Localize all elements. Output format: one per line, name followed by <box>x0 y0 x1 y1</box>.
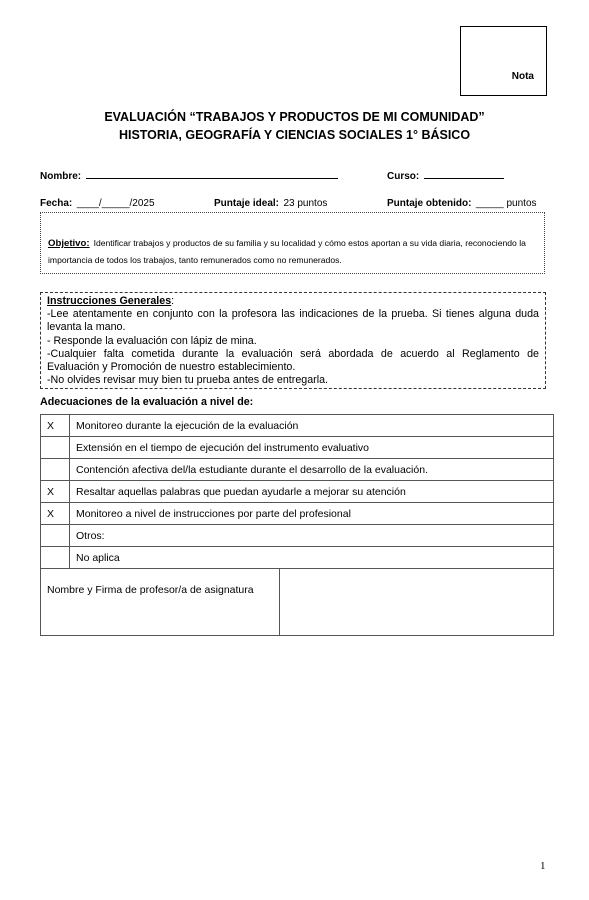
row-text: Extensión en el tiempo de ejecución del instrumento evaluativo <box>70 437 554 459</box>
nombre-line <box>86 178 338 179</box>
firma-signature-cell[interactable] <box>280 569 553 635</box>
instrucciones-content: Instrucciones Generales: -Lee atentamente en conjunto con la profesora las indicaciones de la prueba. Si tienes alguna duda levanta la mano. - Responde la evaluación con lápiz de mina. -Cualquier falta cometida durante la evaluación será abordada de acuerdo al Reglamento de Evaluación y Promoción de nuestro establecimiento. -No olvides revisar muy bien tu prueba antes de entregarla. <box>47 295 539 387</box>
checkbox-cell[interactable] <box>41 459 70 481</box>
curso-label: Curso: <box>387 171 420 182</box>
nombre-label: Nombre: <box>40 171 82 182</box>
nombre-field[interactable] <box>40 166 338 184</box>
table-row <box>41 481 554 503</box>
curso-field[interactable] <box>387 166 504 184</box>
adecuaciones-title: Adecuaciones de la evaluación a nivel de: <box>40 396 254 408</box>
fecha-label: Fecha: <box>40 198 73 209</box>
instruccion-item: -Cualquier falta cometida durante la evaluación será abordada de acuerdo al Reglamento de Evaluación y Promoción de nuestro establecimiento. <box>47 347 539 374</box>
instruccion-item: -No olvides revisar muy bien tu prueba antes de entregarla. <box>47 374 328 387</box>
checkbox-cell[interactable] <box>41 437 70 459</box>
row-text: Otros: <box>70 525 554 547</box>
firma-label-cell <box>41 569 280 635</box>
checkbox-cell[interactable]: X <box>41 481 70 503</box>
objetivo-label: Objetivo: <box>48 238 90 249</box>
firma-label: Nombre y Firma de profesor/a de asignatura <box>47 584 254 596</box>
table-row <box>41 437 554 459</box>
firma-box <box>40 569 554 636</box>
objetivo-text: Identificar trabajos y productos de su familia y su localidad y cómo estos aportan a su vida diaria, reconociendo la importancia de todos los trabajos, tanto remunerados como no remunerados. <box>48 238 526 265</box>
row-text: Monitoreo durante la ejecución de la evaluación <box>70 415 554 437</box>
fecha-field[interactable] <box>40 193 155 211</box>
puntaje-ideal-label: Puntaje ideal: <box>214 198 280 209</box>
puntaje-obtenido-label: Puntaje obtenido: <box>387 198 472 209</box>
checkbox-cell[interactable] <box>41 547 70 569</box>
title-line-1: EVALUACIÓN “TRABAJOS Y PRODUCTOS DE MI COMUNIDAD” <box>104 110 485 124</box>
adecuaciones-table <box>40 414 554 569</box>
table-row <box>41 459 554 481</box>
row-text: Monitoreo a nivel de instrucciones por parte del profesional <box>70 503 554 525</box>
page-number: 1 <box>540 860 546 872</box>
table-row <box>41 547 554 569</box>
instruccion-item: - Responde la evaluación con lápiz de mina. <box>47 334 257 347</box>
nota-box <box>460 26 547 96</box>
checkbox-cell[interactable]: X <box>41 503 70 525</box>
title-line-2: HISTORIA, GEOGRAFÍA Y CIENCIAS SOCIALES 1° BÁSICO <box>118 128 471 142</box>
checkbox-cell[interactable] <box>41 525 70 547</box>
objetivo-box <box>40 212 545 274</box>
checkbox-cell[interactable]: X <box>41 415 70 437</box>
instrucciones-box <box>40 292 546 389</box>
row-text: No aplica <box>70 547 554 569</box>
puntaje-obtenido[interactable] <box>387 193 537 211</box>
objetivo-content <box>48 235 538 269</box>
fecha-value: ____/_____/2025 <box>76 198 155 209</box>
table-row <box>41 503 554 525</box>
row-text: Contención afectiva del/la estudiante durante el desarrollo de la evaluación. <box>70 459 554 481</box>
row-text: Resaltar aquellas palabras que puedan ayudarle a mejorar su atención <box>70 481 554 503</box>
instruccion-item: -Lee atentamente en conjunto con la profesora las indicaciones de la prueba. Si tienes alguna duda levanta la mano. <box>47 308 539 334</box>
nota-label: Nota <box>511 71 534 82</box>
table-row <box>41 415 554 437</box>
puntaje-ideal-value: 23 puntos <box>283 198 328 209</box>
table-row <box>41 525 554 547</box>
puntaje-obtenido-value: _____ puntos <box>475 198 537 209</box>
puntaje-ideal <box>214 193 327 211</box>
curso-line <box>424 178 504 179</box>
instrucciones-title: Instrucciones Generales <box>47 295 172 307</box>
